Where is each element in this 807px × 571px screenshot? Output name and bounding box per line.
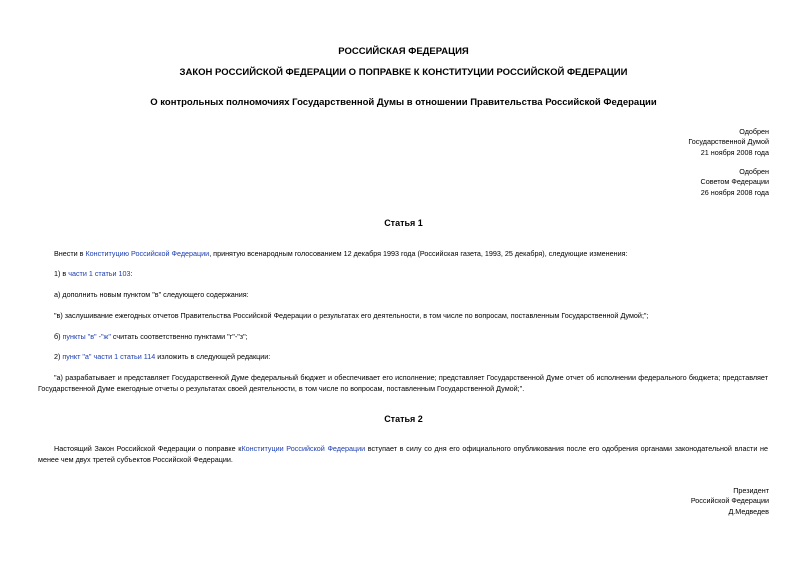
article-1-item-1a-quote: "в) заслушивание ежегодных отчетов Правительства Российской Федерации о результатах его деятельности, в том числе по вопросам, поставленным Государственной Думой;"; xyxy=(54,311,649,320)
article-1-intro-pre: Внести в xyxy=(54,249,86,258)
article-1-intro xyxy=(38,249,768,260)
approval-fc-line1: Одобрен xyxy=(739,167,769,176)
article-1-item-2-quote: "а) разрабатывает и представляет Государственной Думе федеральный бюджет и обеспечивает его исполнение; представляет Государственной Думе отчет об исполнении федерального бюджета; представляет Государственной Думе ежегодные отчеты о результатах своей деятельности, в том числе по вопросам, поставленным Государственной Думой;". xyxy=(38,373,768,393)
article-1-item-1b xyxy=(38,332,768,343)
article-2-text-pre: Настоящий Закон Российской Федерации о поправке к xyxy=(54,444,242,453)
law-subtitle: О контрольных полномочиях Государственной Думы в отношении Правительства Российской Федерации xyxy=(150,97,657,108)
article-114-link[interactable]: пункт "а" части 1 статьи 114 xyxy=(62,352,156,361)
approval-fc-date: 26 ноября 2008 года xyxy=(700,187,769,197)
points-v-zh-link[interactable]: пункты "в" -"ж" xyxy=(62,332,111,341)
country-heading: РОССИЙСКАЯ ФЕДЕРАЦИЯ xyxy=(338,46,469,57)
constitution-link[interactable]: Конституцию Российской Федерации xyxy=(85,249,210,258)
article-1-item-2 xyxy=(38,352,768,363)
article-2-text-post: вступает в силу со дня его официального опубликования после его одобрения органами законодательной власти не менее чем двух третей субъектов Российской Федерации. xyxy=(38,444,768,464)
article-1-item-1 xyxy=(38,269,768,280)
item-1-post: : xyxy=(130,269,133,278)
article-103-link[interactable]: части 1 статьи 103 xyxy=(68,269,131,278)
item-1b-post: считать соответственно пунктами "г"-"з"; xyxy=(110,332,248,341)
item-2-pre: 2) xyxy=(54,352,63,361)
article-2-text xyxy=(38,444,768,465)
item-1-pre: 1) в xyxy=(54,269,69,278)
law-title: ЗАКОН РОССИЙСКОЙ ФЕДЕРАЦИИ О ПОПРАВКЕ К КОНСТИТУЦИИ РОССИЙСКОЙ ФЕДЕРАЦИИ xyxy=(179,67,628,78)
approval-duma xyxy=(688,127,769,158)
item-2-post: изложить в следующей редакции: xyxy=(155,352,271,361)
signature-title: Президент xyxy=(733,486,769,495)
item-1b-pre: б) xyxy=(54,332,63,341)
signature-name: Д.Медведев xyxy=(728,506,769,516)
signature-block xyxy=(691,486,769,517)
approval-duma-line2: Государственной Думой xyxy=(688,137,769,147)
approval-fc-line2: Советом Федерации xyxy=(700,177,769,187)
constitution-link-2[interactable]: Конституции Российской Федерации xyxy=(241,444,366,453)
approval-federation-council xyxy=(701,167,769,198)
signature-country: Российской Федерации xyxy=(690,496,769,506)
article-1-item-1a: а) дополнить новым пунктом "в" следующего содержания: xyxy=(54,290,249,299)
article-2-heading: Статья 2 xyxy=(384,414,423,424)
article-1-heading: Статья 1 xyxy=(384,218,423,228)
approval-duma-date: 21 ноября 2008 года xyxy=(700,147,769,157)
approval-duma-line1: Одобрен xyxy=(739,127,769,136)
article-1-intro-post: , принятую всенародным голосованием 12 декабря 1993 года (Российская газета, 1993, 25 декабря), следующие изменения: xyxy=(209,249,628,258)
